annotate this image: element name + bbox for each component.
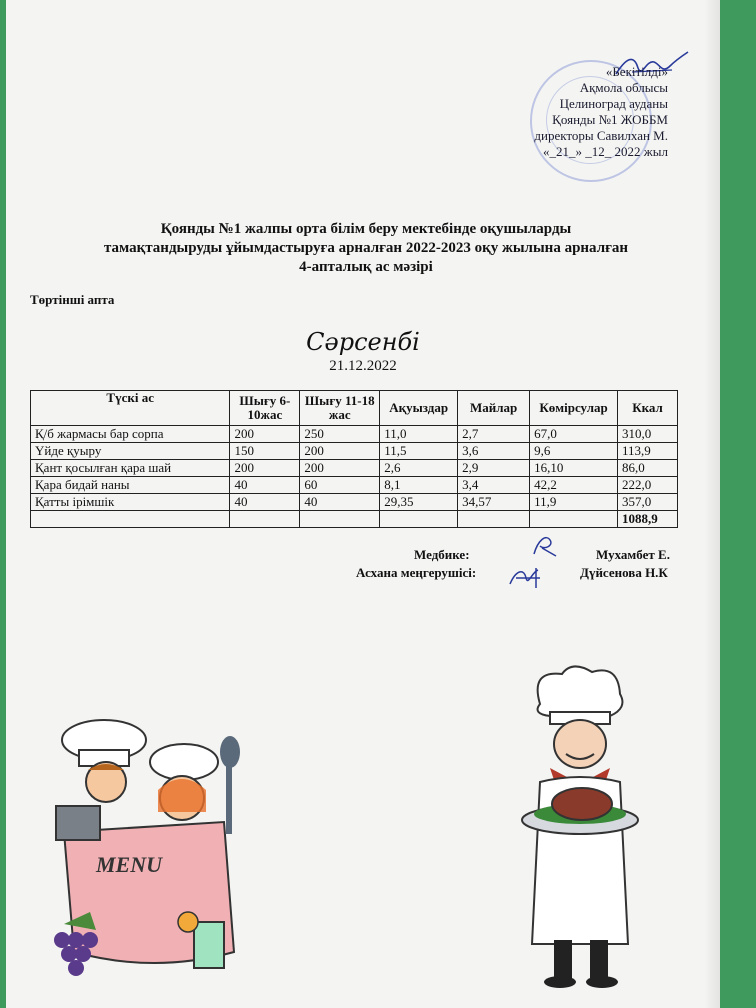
approval-line: директоры Савилхан М. <box>534 128 668 143</box>
table-cell: 42,2 <box>530 477 618 494</box>
title-line-3: 4-апталық ас мәзірі <box>299 259 433 275</box>
table-cell: 200 <box>230 460 300 477</box>
header-cell: Көмірсулар <box>530 391 618 426</box>
table-cell: 3,4 <box>458 477 530 494</box>
approval-line: Ақмола облысы <box>579 80 668 95</box>
table-row <box>31 460 678 477</box>
approval-block <box>468 64 668 160</box>
kids-menu-illustration <box>34 712 264 982</box>
table-cell: 357,0 <box>618 494 678 511</box>
staff-roles <box>356 546 477 582</box>
staff-names <box>580 546 670 582</box>
header-cell: Шығу 11-18 жас <box>300 391 380 426</box>
table-cell: 200 <box>300 443 380 460</box>
table-cell: 8,1 <box>380 477 458 494</box>
cook-signature <box>506 562 548 592</box>
document-title <box>36 220 696 277</box>
table-cell: 40 <box>300 494 380 511</box>
table-cell: 250 <box>300 426 380 443</box>
table-cell: 9,6 <box>530 443 618 460</box>
nurse-role: Медбике: <box>414 547 470 562</box>
nurse-name: Мухамбет Е. <box>596 547 670 562</box>
table-row <box>31 443 678 460</box>
total-kcal: 1088,9 <box>618 511 678 528</box>
title-line-2: тамақтандыруды ұйымдастыруға арналған 2022-2023 оқу жылына арналған <box>103 240 629 256</box>
cook-role: Асхана меңгерушісі: <box>356 565 477 580</box>
header-cell: Майлар <box>458 391 530 426</box>
table-cell: 200 <box>300 460 380 477</box>
table-row <box>31 494 678 511</box>
table-header-row <box>31 391 678 426</box>
week-label: Төртінші апта <box>30 292 115 307</box>
table-cell: 113,9 <box>618 443 678 460</box>
dish-name: Қ/б жармасы бар сорпа <box>31 426 230 443</box>
approval-line: «Бекітілді» <box>605 64 668 79</box>
table-cell: 150 <box>230 443 300 460</box>
table-cell: 200 <box>230 426 300 443</box>
menu-label: MENU <box>96 852 163 877</box>
header-cell: Түскі ас <box>31 391 230 426</box>
table-cell: 3,6 <box>458 443 530 460</box>
approval-line: Целиноград ауданы <box>559 96 668 111</box>
header-cell: Ақуыздар <box>380 391 458 426</box>
day-name: Сәрсенбі <box>306 328 420 356</box>
approval-line: Қоянды №1 ЖОББМ <box>552 112 668 127</box>
table-cell: 16,10 <box>530 460 618 477</box>
table-cell: 2,9 <box>458 460 530 477</box>
table-cell: 11,5 <box>380 443 458 460</box>
dish-name: Қара бидай наны <box>31 477 230 494</box>
title-line-1: Қоянды №1 жалпы орта білім беру мектебінде оқушыларды <box>160 221 572 237</box>
table-cell: 67,0 <box>530 426 618 443</box>
table-cell: 60 <box>300 477 380 494</box>
table-cell: 29,35 <box>380 494 458 511</box>
menu-date: 21.12.2022 <box>329 358 397 374</box>
menu-table <box>30 390 678 528</box>
dish-name: Қатты ірімшік <box>31 494 230 511</box>
table-row <box>31 426 678 443</box>
chef-illustration <box>510 664 660 994</box>
table-cell: 86,0 <box>618 460 678 477</box>
cook-name: Дүйсенова Н.К <box>580 565 668 580</box>
dish-name: Қант қосылған қара шай <box>31 460 230 477</box>
table-cell: 11,9 <box>530 494 618 511</box>
table-cell: 222,0 <box>618 477 678 494</box>
table-cell: 2,6 <box>380 460 458 477</box>
table-row <box>31 477 678 494</box>
table-cell: 40 <box>230 477 300 494</box>
header-cell: Ккал <box>618 391 678 426</box>
table-cell: 2,7 <box>458 426 530 443</box>
table-cell: 34,57 <box>458 494 530 511</box>
table-cell: 310,0 <box>618 426 678 443</box>
dish-name: Үйде қуыру <box>31 443 230 460</box>
menu-sheet <box>6 0 720 1008</box>
table-cell: 11,0 <box>380 426 458 443</box>
header-cell: Шығу 6-10жас <box>230 391 300 426</box>
approval-line: «_21_» _12_ 2022 жыл <box>543 144 668 159</box>
nurse-signature <box>526 530 566 560</box>
table-cell: 40 <box>230 494 300 511</box>
total-row <box>31 511 678 528</box>
